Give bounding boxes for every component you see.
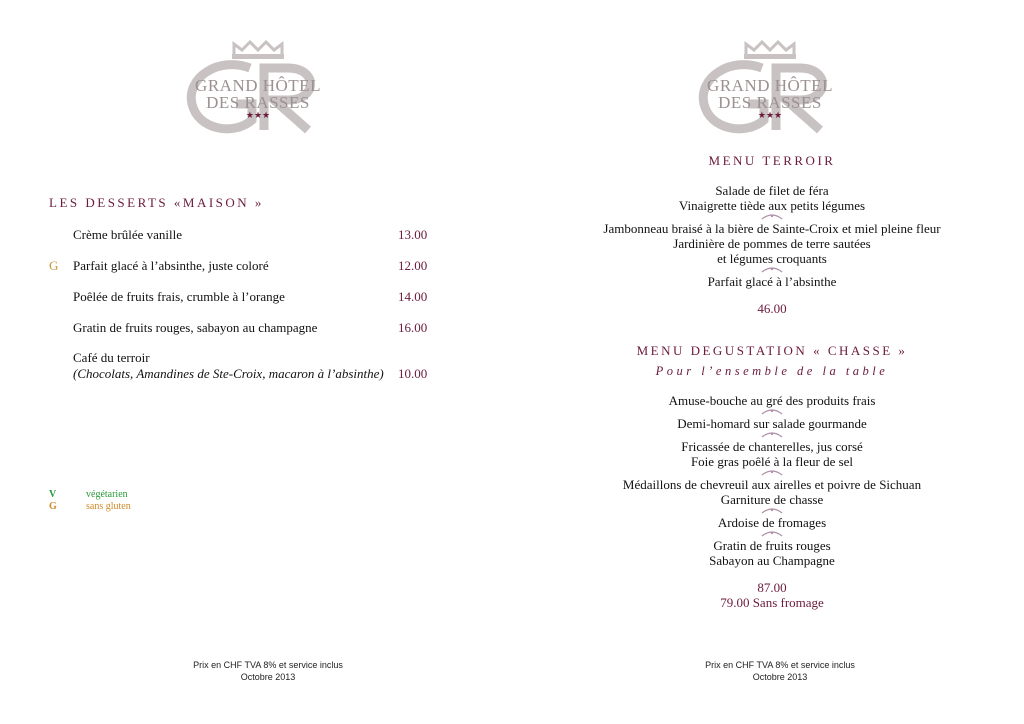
- desserts-title: LES DESSERTS «MAISON »: [49, 195, 264, 210]
- ornament-icon: [760, 431, 784, 439]
- dessert-price: 13.00: [398, 227, 428, 242]
- dessert-price: 12.00: [398, 258, 428, 273]
- menu-terroir-price: 46.00: [757, 301, 787, 316]
- menu-degustation: [572, 343, 972, 610]
- legend-code: V: [49, 489, 57, 500]
- footer-line-2: Octobre 2013: [752, 672, 808, 682]
- dessert-price: 14.00: [398, 289, 428, 304]
- menu-terroir-title: MENU TERROIR: [708, 153, 836, 168]
- course-line: Ardoise de fromages: [717, 515, 827, 530]
- logo-line-2: DES RASSES: [206, 93, 310, 112]
- menu-degustation-subtitle: Pour l’ensemble de la table: [655, 364, 889, 378]
- course-line: Demi-homard sur salade gourmande: [677, 416, 867, 431]
- footer-line-1: Prix en CHF TVA 8% et service inclus: [705, 660, 855, 670]
- price-footer: [524, 659, 1024, 683]
- ornament-icon: [760, 408, 784, 416]
- dessert-note: (Chocolats, Amandines de Ste-Croix, macaron à l’absinthe): [73, 366, 384, 381]
- dessert-name: Parfait glacé à l’absinthe, juste coloré: [73, 258, 269, 273]
- logo-line-1: GRAND HÔTEL: [707, 76, 833, 95]
- logo-line-1: GRAND HÔTEL: [195, 76, 321, 95]
- svg-text:★★★: ★★★: [757, 111, 783, 121]
- menu-terroir: [572, 153, 972, 316]
- footer-line-1: Prix en CHF TVA 8% et service inclus: [193, 660, 343, 670]
- course-line: Jambonneau braisé à la bière de Sainte-Croix et miel pleine fleur: [603, 221, 941, 236]
- ornament-icon: [760, 507, 784, 515]
- course-line: Amuse-bouche au gré des produits frais: [668, 393, 876, 408]
- dessert-price: 10.00: [398, 366, 428, 381]
- dessert-name: Café du terroir: [73, 350, 150, 365]
- course-line: Médaillons de chevreuil aux airelles et poivre de Sichuan: [622, 477, 922, 492]
- ornament-icon: [760, 530, 784, 538]
- svg-text:★★★: ★★★: [245, 111, 271, 121]
- course-line: Gratin de fruits rouges: [713, 538, 831, 553]
- course-line: et légumes croquants: [717, 251, 827, 266]
- dessert-name: Poêlée de fruits frais, crumble à l’orange: [73, 289, 285, 304]
- right-page: [512, 0, 1024, 724]
- price-footer: [12, 659, 524, 683]
- dessert-name: Gratin de fruits rouges, sabayon au champagne: [73, 320, 318, 335]
- ornament-icon: [760, 213, 784, 221]
- course-line: Fricassée de chanterelles, jus corsé: [681, 439, 863, 454]
- dessert-name: Crème brûlée vanille: [73, 227, 183, 242]
- hotel-logo: [178, 38, 338, 134]
- ornament-icon: [760, 266, 784, 274]
- menu-degustation-price: 87.00: [757, 580, 787, 595]
- legend-label: sans gluten: [86, 501, 131, 512]
- hotel-logo: [690, 38, 850, 134]
- course-line: Parfait glacé à l’absinthe: [707, 274, 837, 289]
- legend-code: G: [49, 501, 57, 512]
- course-line: Garniture de chasse: [720, 492, 824, 507]
- ornament-icon: [760, 469, 784, 477]
- dessert-price: 16.00: [398, 320, 428, 335]
- menu-degustation-price-alt: 79.00 Sans fromage: [720, 595, 824, 610]
- course-line: Salade de filet de féra: [715, 183, 829, 198]
- dessert-mark: G: [49, 258, 59, 273]
- course-line: Vinaigrette tiède aux petits légumes: [678, 198, 866, 213]
- legend-label: végétarien: [86, 489, 128, 500]
- footer-line-2: Octobre 2013: [240, 672, 296, 682]
- course-line: Sabayon au Champagne: [709, 553, 835, 568]
- course-line: Jardinière de pommes de terre sautées: [673, 236, 871, 251]
- logo-line-2: DES RASSES: [718, 93, 822, 112]
- menu-degustation-title: MENU DEGUSTATION « CHASSE »: [636, 343, 908, 358]
- course-line: Foie gras poêlé à la fleur de sel: [690, 454, 854, 469]
